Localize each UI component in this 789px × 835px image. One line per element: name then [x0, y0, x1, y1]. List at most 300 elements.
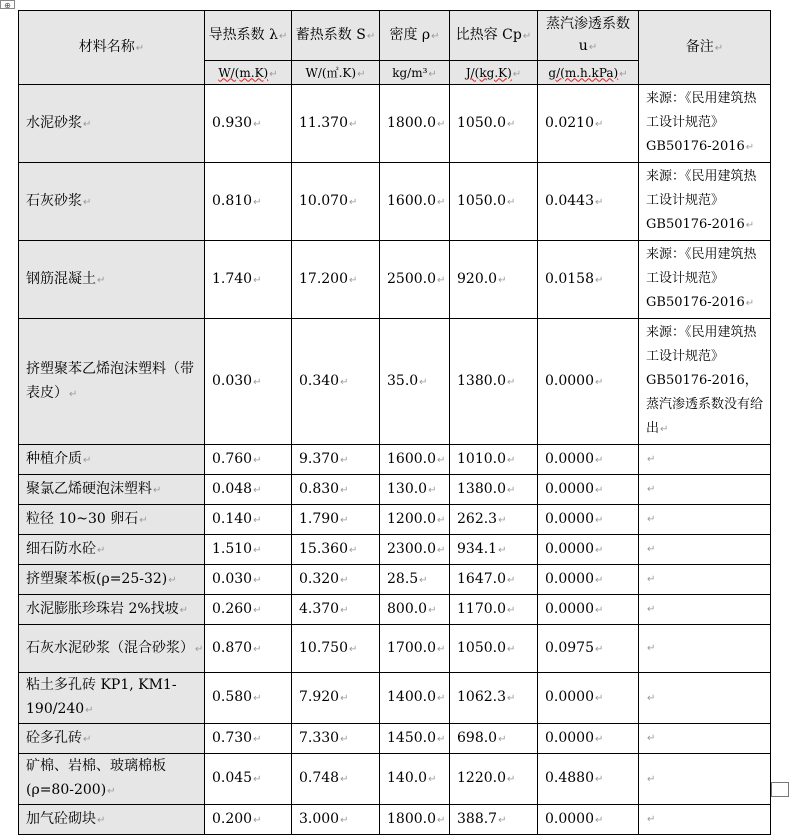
cell-text: 水泥膨胀珍珠岩 2%找坡 — [26, 600, 179, 617]
header-cell — [639, 11, 771, 85]
paragraph-mark-icon: ↵ — [498, 514, 507, 526]
paragraph-mark-icon: ↵ — [153, 484, 162, 496]
paragraph-mark-icon: ↵ — [437, 693, 446, 704]
table-row — [19, 805, 771, 835]
paragraph-mark-icon: ↵ — [437, 196, 446, 208]
table-row — [19, 475, 771, 505]
cell-text: 1700.0 — [387, 639, 436, 656]
cell-s[interactable] — [292, 565, 380, 595]
paragraph-mark-icon: ↵ — [595, 574, 604, 586]
cell-name[interactable] — [19, 805, 205, 835]
cell-s[interactable] — [292, 805, 380, 835]
cell-rho[interactable] — [380, 724, 450, 754]
cell-s[interactable] — [292, 163, 380, 241]
cell-text: 来源：《民用建筑热工设计规范》GB50176-2016 — [646, 169, 757, 232]
cell-text: 1600.0 — [387, 450, 436, 467]
paragraph-mark-icon: ↵ — [437, 544, 446, 556]
paragraph-mark-icon: ↵ — [253, 574, 262, 586]
cell-u[interactable] — [538, 505, 639, 535]
header-unit-cell — [292, 61, 380, 85]
cell-name[interactable] — [19, 595, 205, 625]
header-title: 密度 ρ — [389, 26, 431, 43]
cell-name[interactable] — [19, 673, 205, 724]
cell-lambda[interactable] — [205, 241, 292, 319]
paragraph-mark-icon: ↵ — [507, 774, 516, 785]
paragraph-mark-icon: ↵ — [437, 454, 446, 466]
cell-name[interactable] — [19, 535, 205, 565]
cell-text: 1600.0 — [387, 192, 436, 209]
cell-text: 0.0000 — [545, 450, 594, 467]
cell-text: 0.0000 — [545, 600, 594, 617]
cell-note[interactable] — [639, 565, 771, 595]
cell-cp[interactable] — [450, 163, 538, 241]
cell-text: 1.740 — [212, 270, 253, 287]
paragraph-mark-icon: ↵ — [647, 514, 656, 525]
cell-text: 130.0 — [387, 480, 428, 497]
paragraph-mark-icon: ↵ — [253, 454, 262, 466]
cell-text: 挤塑聚苯乙烯泡沫塑料（带表皮） — [26, 360, 194, 401]
cell-text: 0.4880 — [545, 770, 594, 786]
cell-s[interactable] — [292, 241, 380, 319]
header-unit: g/(m.h.kPa) — [548, 65, 619, 80]
table-row — [19, 241, 771, 319]
paragraph-mark-icon: ↵ — [647, 773, 656, 785]
cell-text: 0.045 — [212, 770, 253, 786]
cell-text: 水泥砂浆 — [26, 114, 82, 131]
cell-text: 0.0975 — [545, 639, 594, 656]
cell-s[interactable] — [292, 505, 380, 535]
cell-text: 11.370 — [299, 114, 348, 131]
cell-text: 10.750 — [299, 639, 348, 656]
cell-cp[interactable] — [450, 805, 538, 835]
paragraph-mark-icon: ↵ — [340, 604, 349, 616]
cell-lambda[interactable] — [205, 85, 292, 163]
paragraph-mark-icon: ↵ — [253, 693, 262, 704]
table-row — [19, 445, 771, 475]
cell-cp[interactable] — [450, 673, 538, 724]
cell-lambda[interactable] — [205, 535, 292, 565]
cell-name[interactable] — [19, 319, 205, 445]
cell-text: 粒径 10~30 卵石 — [26, 510, 139, 527]
cell-text: 0.0000 — [545, 510, 594, 527]
cell-text: 0.0000 — [545, 540, 594, 557]
cell-rho[interactable] — [380, 595, 450, 625]
cell-text: 920.0 — [457, 270, 498, 287]
cell-rho[interactable] — [380, 505, 450, 535]
paragraph-mark-icon: ↵ — [83, 733, 92, 745]
paragraph-mark-icon: ↵ — [595, 814, 604, 826]
cell-lambda[interactable] — [205, 445, 292, 475]
cell-name[interactable] — [19, 163, 205, 241]
cell-rho[interactable] — [380, 163, 450, 241]
header-title: 材料名称 — [78, 38, 135, 55]
header-cell — [205, 11, 292, 61]
paragraph-mark-icon: ↵ — [745, 142, 755, 153]
cell-note[interactable] — [639, 595, 771, 625]
cell-u[interactable] — [538, 475, 639, 505]
cell-lambda[interactable] — [205, 565, 292, 595]
paragraph-mark-icon: ↵ — [253, 274, 262, 286]
paragraph-mark-icon: ↵ — [507, 574, 516, 586]
cell-text: 钢筋混凝土 — [26, 270, 96, 287]
cell-text: 0.870 — [212, 639, 253, 656]
cell-text: 来源：《民用建筑热工设计规范》GB50176-2016 — [646, 247, 757, 310]
cell-note[interactable] — [639, 673, 771, 724]
cell-s[interactable] — [292, 319, 380, 445]
cell-cp[interactable] — [450, 85, 538, 163]
cell-text: 1170.0 — [457, 600, 506, 617]
header-title: 蒸汽渗透系数 u — [546, 15, 630, 54]
cell-note[interactable] — [639, 163, 771, 241]
paragraph-mark-icon: ↵ — [595, 544, 604, 556]
paragraph-mark-icon: ↵ — [507, 484, 516, 496]
cell-text: 0.048 — [212, 480, 253, 497]
paragraph-mark-icon: ↵ — [340, 376, 349, 388]
cell-cp[interactable] — [450, 535, 538, 565]
paragraph-mark-icon: ↵ — [437, 643, 446, 655]
cell-note[interactable] — [639, 85, 771, 163]
cell-cp[interactable] — [450, 595, 538, 625]
cell-name[interactable] — [19, 505, 205, 535]
cell-text: 细石防水砼 — [26, 540, 96, 557]
paragraph-mark-icon: ↵ — [498, 814, 507, 826]
paragraph-mark-icon: ↵ — [366, 30, 376, 42]
cell-rho[interactable] — [380, 625, 450, 673]
cell-text: 1050.0 — [457, 192, 506, 209]
paragraph-mark-icon: ↵ — [507, 693, 516, 704]
cell-text: 0.340 — [299, 372, 340, 389]
cell-s[interactable] — [292, 445, 380, 475]
paragraph-mark-icon: ↵ — [595, 604, 604, 616]
paragraph-mark-icon: ↵ — [83, 118, 92, 130]
cell-rho[interactable] — [380, 673, 450, 724]
cell-lambda[interactable] — [205, 724, 292, 754]
header-unit-cell — [450, 61, 538, 85]
cell-s[interactable] — [292, 724, 380, 754]
cell-s[interactable] — [292, 673, 380, 724]
cell-text: 7.330 — [299, 729, 340, 746]
cell-text: 0.830 — [299, 480, 340, 497]
paragraph-mark-icon: ↵ — [647, 484, 656, 495]
paragraph-mark-icon: ↵ — [253, 814, 262, 826]
cell-cp[interactable] — [450, 724, 538, 754]
paragraph-mark-icon: ↵ — [428, 68, 437, 80]
cell-name[interactable] — [19, 475, 205, 505]
paragraph-mark-icon: ↵ — [135, 42, 145, 54]
cell-text: 0.748 — [299, 770, 340, 786]
header-unit: W/(㎡.K) — [305, 66, 357, 80]
cell-text: 挤塑聚苯板(ρ=25-32) — [26, 570, 168, 587]
paragraph-mark-icon: ↵ — [107, 786, 116, 797]
cell-text: 2300.0 — [387, 540, 436, 557]
cell-note[interactable] — [639, 724, 771, 754]
cell-note[interactable] — [639, 625, 771, 673]
cell-text: 0.0000 — [545, 570, 594, 587]
paragraph-mark-icon: ↵ — [419, 574, 428, 586]
cell-u[interactable] — [538, 241, 639, 319]
cell-cp[interactable] — [450, 565, 538, 595]
paragraph-mark-icon: ↵ — [253, 604, 262, 616]
cell-text: 0.030 — [212, 570, 253, 587]
cell-lambda[interactable] — [205, 319, 292, 445]
paragraph-mark-icon: ↵ — [588, 41, 598, 53]
cell-text: 0.0000 — [545, 480, 594, 497]
paragraph-mark-icon: ↵ — [97, 274, 106, 286]
table-row — [19, 505, 771, 535]
paragraph-mark-icon: ↵ — [278, 30, 288, 42]
cell-lambda[interactable] — [205, 505, 292, 535]
cell-text: 0.030 — [212, 372, 253, 389]
table-resize-handle[interactable] — [771, 782, 789, 797]
paragraph-mark-icon: ↵ — [97, 544, 106, 556]
cell-cp[interactable] — [450, 319, 538, 445]
cell-lambda[interactable] — [205, 475, 292, 505]
paragraph-mark-icon: ↵ — [745, 298, 755, 309]
cell-lambda[interactable] — [205, 673, 292, 724]
table-row — [19, 85, 771, 163]
table-row — [19, 535, 771, 565]
paragraph-mark-icon: ↵ — [595, 774, 604, 785]
cell-s[interactable] — [292, 595, 380, 625]
paragraph-mark-icon: ↵ — [83, 196, 92, 208]
cell-name[interactable] — [19, 241, 205, 319]
cell-u[interactable] — [538, 625, 639, 673]
cell-text: 4.370 — [299, 600, 340, 617]
cell-text: 1380.0 — [457, 372, 506, 389]
cell-name[interactable] — [19, 625, 205, 673]
cell-cp[interactable] — [450, 625, 538, 673]
cell-name[interactable] — [19, 565, 205, 595]
paragraph-mark-icon: ↵ — [647, 574, 656, 585]
cell-s[interactable] — [292, 475, 380, 505]
cell-rho[interactable] — [380, 565, 450, 595]
cell-text: 0.810 — [212, 192, 253, 209]
cell-cp[interactable] — [450, 505, 538, 535]
cell-text: 矿棉、岩棉、玻璃棉板(ρ=80-200) — [26, 758, 166, 798]
paragraph-mark-icon: ↵ — [647, 733, 656, 744]
cell-text: 0.200 — [212, 810, 253, 827]
cell-cp[interactable] — [450, 475, 538, 505]
cell-s[interactable] — [292, 85, 380, 163]
table-row — [19, 565, 771, 595]
cell-text: 1800.0 — [387, 810, 436, 827]
paragraph-mark-icon: ↵ — [512, 68, 522, 80]
cell-note[interactable] — [639, 445, 771, 475]
paragraph-mark-icon: ↵ — [349, 274, 358, 286]
paragraph-mark-icon: ↵ — [498, 274, 507, 286]
paragraph-mark-icon: ↵ — [431, 30, 440, 42]
table-move-handle[interactable]: ⊕ — [0, 0, 15, 9]
cell-text: 1400.0 — [387, 689, 436, 705]
cell-name[interactable] — [19, 724, 205, 754]
paragraph-mark-icon: ↵ — [595, 118, 604, 130]
header-unit: W/(m.K) — [218, 65, 269, 80]
cell-text: 0.0443 — [545, 192, 594, 209]
cell-name[interactable] — [19, 85, 205, 163]
paragraph-mark-icon: ↵ — [507, 118, 516, 130]
paragraph-mark-icon: ↵ — [714, 42, 724, 54]
cell-rho[interactable] — [380, 805, 450, 835]
cell-text: 388.7 — [457, 810, 498, 827]
header-cell — [450, 11, 538, 61]
cell-cp[interactable] — [450, 445, 538, 475]
paragraph-mark-icon: ↵ — [595, 196, 604, 208]
cell-u[interactable] — [538, 595, 639, 625]
paragraph-mark-icon: ↵ — [595, 733, 604, 745]
cell-text: 0.0210 — [545, 114, 594, 131]
paragraph-mark-icon: ↵ — [507, 643, 516, 655]
cell-u[interactable] — [538, 535, 639, 565]
cell-text: 17.200 — [299, 270, 348, 287]
cell-note[interactable] — [639, 475, 771, 505]
cell-text: 10.070 — [299, 192, 348, 209]
cell-text: 1050.0 — [457, 114, 506, 131]
cell-text: 加气砼砌块 — [26, 810, 96, 827]
cell-s[interactable] — [292, 625, 380, 673]
paragraph-mark-icon: ↵ — [507, 376, 516, 388]
cell-text: 1200.0 — [387, 510, 436, 527]
paragraph-mark-icon: ↵ — [253, 774, 262, 785]
paragraph-mark-icon: ↵ — [595, 274, 604, 286]
cell-text: 0.730 — [212, 729, 253, 746]
cell-text: 0.760 — [212, 450, 253, 467]
cell-text: 0.930 — [212, 114, 253, 131]
paragraph-mark-icon: ↵ — [428, 604, 437, 616]
paragraph-mark-icon: ↵ — [428, 774, 437, 785]
cell-text: 1050.0 — [457, 639, 506, 656]
paragraph-mark-icon: ↵ — [340, 514, 349, 526]
header-title: 备注 — [685, 38, 714, 55]
paragraph-mark-icon: ↵ — [595, 514, 604, 526]
cell-cp[interactable] — [450, 241, 538, 319]
cell-text: 800.0 — [387, 600, 428, 617]
cell-text: 698.0 — [457, 729, 498, 746]
cell-text: 2500.0 — [387, 270, 436, 287]
paragraph-mark-icon: ↵ — [595, 376, 604, 388]
cell-rho[interactable] — [380, 241, 450, 319]
cell-u[interactable] — [538, 565, 639, 595]
cell-rho[interactable] — [380, 535, 450, 565]
paragraph-mark-icon: ↵ — [437, 514, 446, 526]
paragraph-mark-icon: ↵ — [340, 454, 349, 466]
paragraph-mark-icon: ↵ — [647, 814, 656, 825]
cell-text: 种植介质 — [26, 450, 82, 467]
paragraph-mark-icon: ↵ — [595, 693, 604, 704]
cell-rho[interactable] — [380, 445, 450, 475]
cell-text: 15.360 — [299, 540, 348, 557]
cell-u[interactable] — [538, 673, 639, 724]
cell-text: 砼多孔砖 — [26, 729, 82, 746]
cell-rho[interactable] — [380, 85, 450, 163]
cell-rho[interactable] — [380, 319, 450, 445]
cell-lambda[interactable] — [205, 625, 292, 673]
cell-text: 0.0000 — [545, 810, 594, 827]
cell-u[interactable] — [538, 805, 639, 835]
paragraph-mark-icon: ↵ — [498, 544, 507, 556]
paragraph-mark-icon: ↵ — [349, 118, 358, 130]
cell-text: 0.580 — [212, 689, 253, 705]
paragraph-mark-icon: ↵ — [647, 454, 656, 465]
cell-text: 1450.0 — [387, 729, 436, 746]
paragraph-mark-icon: ↵ — [647, 544, 656, 555]
cell-note[interactable] — [639, 505, 771, 535]
cell-text: 0.0000 — [545, 729, 594, 746]
cell-note[interactable] — [639, 805, 771, 835]
cell-text: 1220.0 — [457, 770, 506, 786]
cell-text: 0.140 — [212, 510, 253, 527]
cell-u[interactable] — [538, 163, 639, 241]
header-cell — [380, 11, 450, 61]
cell-text: 聚氯乙烯硬泡沫塑料 — [26, 480, 152, 497]
paragraph-mark-icon: ↵ — [253, 196, 262, 208]
paragraph-mark-icon: ↵ — [647, 643, 656, 654]
header-cell — [19, 11, 205, 85]
cell-text: 28.5 — [387, 570, 419, 587]
paragraph-mark-icon: ↵ — [619, 68, 628, 80]
cell-u[interactable] — [538, 445, 639, 475]
header-title: 比热容 Cp — [455, 26, 522, 43]
cell-text: 1010.0 — [457, 450, 506, 467]
cell-text: 0.320 — [299, 570, 340, 587]
paragraph-mark-icon: ↵ — [595, 484, 604, 496]
paragraph-mark-icon: ↵ — [253, 376, 262, 388]
cell-name[interactable] — [19, 445, 205, 475]
paragraph-mark-icon: ↵ — [195, 643, 204, 655]
paragraph-mark-icon: ↵ — [522, 30, 532, 42]
header-cell — [538, 11, 639, 61]
cell-text: 140.0 — [387, 770, 428, 786]
cell-text: 来源：《民用建筑热工设计规范》GB50176-2016，蒸汽渗透系数没有给出 — [646, 325, 764, 436]
paragraph-mark-icon: ↵ — [428, 484, 437, 496]
cell-note[interactable] — [639, 241, 771, 319]
cell-text: 1800.0 — [387, 114, 436, 131]
table-row — [19, 595, 771, 625]
paragraph-mark-icon: ↵ — [595, 643, 604, 655]
paragraph-mark-icon: ↵ — [340, 484, 349, 496]
paragraph-mark-icon: ↵ — [437, 733, 446, 745]
cell-u[interactable] — [538, 85, 639, 163]
header-title: 导热系数 λ — [208, 26, 278, 43]
paragraph-mark-icon: ↵ — [139, 514, 148, 526]
header-unit-cell — [380, 61, 450, 85]
cell-text: 7.920 — [299, 689, 340, 705]
cell-text: 粘土多孔砖 KP1, KM1-190/240 — [26, 677, 177, 717]
header-unit-cell — [205, 61, 292, 85]
paragraph-mark-icon: ↵ — [437, 274, 446, 286]
cell-u[interactable] — [538, 319, 639, 445]
cell-rho[interactable] — [380, 475, 450, 505]
cell-lambda[interactable] — [205, 595, 292, 625]
cell-s[interactable] — [292, 535, 380, 565]
cell-note[interactable] — [639, 535, 771, 565]
paragraph-mark-icon: ↵ — [647, 604, 656, 615]
paragraph-mark-icon: ↵ — [660, 424, 669, 435]
cell-note[interactable] — [639, 319, 771, 445]
cell-lambda[interactable] — [205, 805, 292, 835]
cell-text: 262.3 — [457, 510, 498, 527]
paragraph-mark-icon: ↵ — [253, 643, 262, 655]
table-row — [19, 625, 771, 673]
cell-text: 1.510 — [212, 540, 253, 557]
cell-text: 0.260 — [212, 600, 253, 617]
paragraph-mark-icon: ↵ — [745, 220, 755, 231]
cell-u[interactable] — [538, 724, 639, 754]
cell-lambda[interactable] — [205, 163, 292, 241]
paragraph-mark-icon: ↵ — [340, 574, 349, 586]
cell-text: 0.0000 — [545, 372, 594, 389]
paragraph-mark-icon: ↵ — [168, 574, 177, 586]
paragraph-mark-icon: ↵ — [253, 544, 262, 556]
